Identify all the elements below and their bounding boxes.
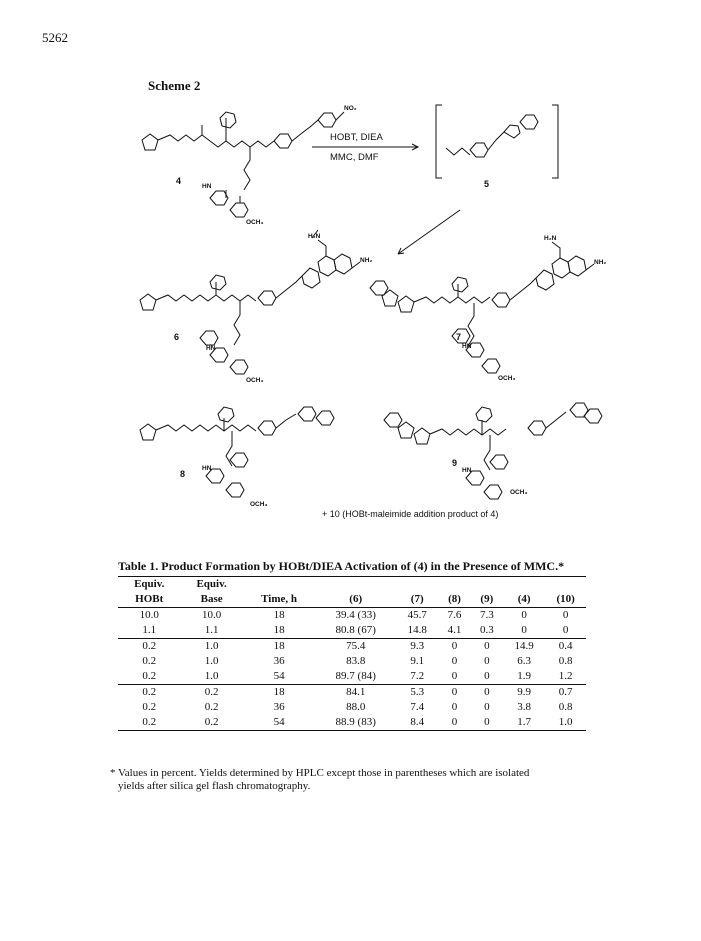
table-caption: Table 1. Product Formation by HOBt/DIEA Activation of (4) in the Presence of MMC.*: [118, 559, 565, 573]
table-cell: 9.1: [410, 655, 425, 667]
table-cell: 7.3: [479, 609, 494, 621]
table-cell: 18: [243, 623, 316, 639]
table-cell: 75.4: [346, 640, 366, 652]
table-cell: 18: [273, 640, 285, 652]
table-cell: 10.0: [201, 609, 222, 621]
compound-label-5: 5: [484, 179, 490, 189]
product-10-note: + 10 (HOBt-maleimide addition product of 4): [322, 509, 499, 519]
table-cell: 0.8: [558, 655, 573, 667]
col-header: (6): [315, 592, 396, 608]
table-row: [118, 608, 586, 624]
table-cell: 45.7: [407, 609, 427, 621]
product-table: [118, 576, 586, 731]
reagents-line-2: MMC, DMF: [330, 152, 379, 163]
atom-och3-7: OCH₃: [498, 375, 516, 382]
col-header: [503, 577, 545, 593]
table-cell: 7.6: [447, 609, 462, 621]
table-cell: 0: [562, 609, 569, 621]
atom-no2: NO₂: [344, 105, 357, 112]
table-cell: 0.2: [204, 701, 219, 713]
table-cell: 3.8: [517, 701, 532, 713]
table-cell: 0: [484, 686, 490, 698]
diagonal-arrow: [398, 210, 460, 254]
atom-hn-9: HN: [462, 467, 472, 474]
table-cell: 0: [471, 715, 503, 731]
table-cell: 0: [451, 640, 458, 652]
table-cell: 0: [451, 686, 458, 698]
structure-7: [370, 242, 594, 373]
col-header: (10): [545, 592, 586, 608]
footnote-line-2: yields after silica gel flash chromatography.: [118, 780, 311, 792]
col-header: (9): [471, 592, 503, 608]
page-number: 5262: [42, 30, 68, 45]
atom-hn-4: HN: [202, 183, 212, 190]
col-header: [396, 577, 438, 593]
atom-hn-7: HN: [462, 343, 472, 350]
atom-hn-8: HN: [202, 465, 212, 472]
table-cell: 39.4 (33): [335, 609, 376, 621]
atom-och3-6: OCH₃: [246, 377, 264, 384]
table-cell: 1.0: [180, 669, 242, 685]
table-cell: 89.7 (84): [315, 669, 396, 685]
structure-8: [140, 407, 334, 497]
atom-och3-8: OCH₃: [250, 501, 268, 508]
table-row: [118, 654, 586, 669]
table-cell: 0.4: [558, 640, 573, 652]
atom-nh2-6: NH₂: [360, 257, 373, 264]
table-cell: 0: [438, 715, 470, 731]
table-row: [118, 623, 586, 639]
table-cell: 0: [503, 623, 545, 639]
structure-4: [142, 112, 344, 217]
table-cell: 36: [273, 655, 285, 667]
table-cell: 7.2: [396, 669, 438, 685]
table-cell: 1.2: [545, 669, 586, 685]
atom-nh2-7: NH₂: [594, 259, 607, 266]
table-cell: 0.2: [204, 686, 219, 698]
table-cell: 1.7: [503, 715, 545, 731]
table-cell: 18: [273, 686, 285, 698]
col-header: [471, 577, 503, 593]
table-row: [118, 669, 586, 685]
table-cell: 0.2: [142, 701, 157, 713]
table-row: [118, 700, 586, 715]
atom-h2n-7: H₂N: [544, 235, 557, 242]
table-cell: 9.3: [410, 640, 425, 652]
compound-label-9: 9: [452, 458, 458, 468]
table-cell: 8.4: [396, 715, 438, 731]
compound-label-7: 7: [456, 332, 462, 342]
table-cell: 0: [484, 640, 490, 652]
structure-9: [384, 403, 602, 499]
col-header: Equiv.: [196, 578, 227, 590]
table-cell: 9.9: [517, 686, 532, 698]
table-cell: 84.1: [346, 686, 366, 698]
col-header: [315, 577, 396, 593]
table-cell: 0.2: [118, 669, 180, 685]
col-header: Base: [180, 592, 242, 608]
atom-h2n-6: H₂N: [308, 233, 321, 240]
table-cell: 0.2: [142, 686, 157, 698]
table-cell: 0: [545, 623, 586, 639]
col-header: (8): [438, 592, 470, 608]
table-cell: 0: [521, 609, 527, 621]
col-header: [438, 577, 470, 593]
col-header: [545, 577, 586, 593]
table-cell: 14.8: [396, 623, 438, 639]
table-cell: 0.8: [558, 701, 573, 713]
table-cell: 54: [243, 715, 316, 731]
table-cell: 0: [451, 701, 458, 713]
structure-5: [436, 105, 558, 178]
table-cell: 54: [243, 669, 316, 685]
compound-label-8: 8: [180, 469, 186, 479]
table-row: [118, 685, 586, 701]
table-cell: 6.3: [517, 655, 532, 667]
col-header: (7): [396, 592, 438, 608]
table-cell: 0: [438, 669, 470, 685]
col-header: (4): [503, 592, 545, 608]
table-cell: 0.2: [180, 715, 242, 731]
table-cell: 36: [273, 701, 285, 713]
table-cell: 14.9: [514, 640, 534, 652]
table-cell: 18: [273, 609, 285, 621]
atom-och3-9: OCH₃: [510, 489, 528, 496]
table-cell: 0: [484, 655, 490, 667]
table-row: [118, 639, 586, 655]
table-body: [118, 608, 586, 731]
table-cell: 0.7: [558, 686, 573, 698]
table-cell: 88.0: [346, 701, 366, 713]
table-cell: 1.0: [204, 655, 219, 667]
table-cell: 80.8 (67): [315, 623, 396, 639]
table-1: [118, 559, 588, 731]
table-row: [118, 715, 586, 731]
col-header: HOBt: [118, 592, 180, 608]
table-cell: 5.3: [410, 686, 425, 698]
table-cell: 0.2: [118, 715, 180, 731]
col-header: [243, 577, 316, 593]
atom-och3-4: OCH₃: [246, 219, 264, 226]
table-cell: 83.8: [346, 655, 366, 667]
table-cell: 1.1: [180, 623, 242, 639]
table-header-row-1: [118, 577, 586, 593]
col-header: Time, h: [243, 592, 316, 608]
col-header: Equiv.: [134, 578, 165, 590]
table-cell: 1.1: [118, 623, 180, 639]
table-cell: 0.2: [142, 655, 157, 667]
table-cell: 88.9 (83): [315, 715, 396, 731]
structure-6: [140, 230, 360, 374]
table-cell: 7.4: [410, 701, 425, 713]
table-cell: 10.0: [139, 609, 159, 621]
table-header-row-2: [118, 592, 586, 608]
footnote-line-1: * Values in percent. Yields determined by HPLC except those in parentheses which are isolated: [110, 767, 530, 779]
table-cell: 1.9: [503, 669, 545, 685]
table-cell: 0: [451, 655, 458, 667]
reagents-line-1: HOBT, DIEA: [330, 132, 383, 143]
table-cell: 1.0: [545, 715, 586, 731]
table-cell: 4.1: [438, 623, 470, 639]
table-footnote: [110, 767, 610, 793]
compound-label-4: 4: [176, 176, 182, 186]
atom-hn-6: HN: [206, 345, 216, 352]
table-cell: 0.3: [471, 623, 503, 639]
table-cell: 0.2: [142, 640, 157, 652]
table-cell: 0: [484, 701, 490, 713]
compound-label-6: 6: [174, 332, 180, 342]
table-cell: 1.0: [204, 640, 219, 652]
table-cell: 0: [471, 669, 503, 685]
scheme-title: Scheme 2: [148, 78, 201, 93]
